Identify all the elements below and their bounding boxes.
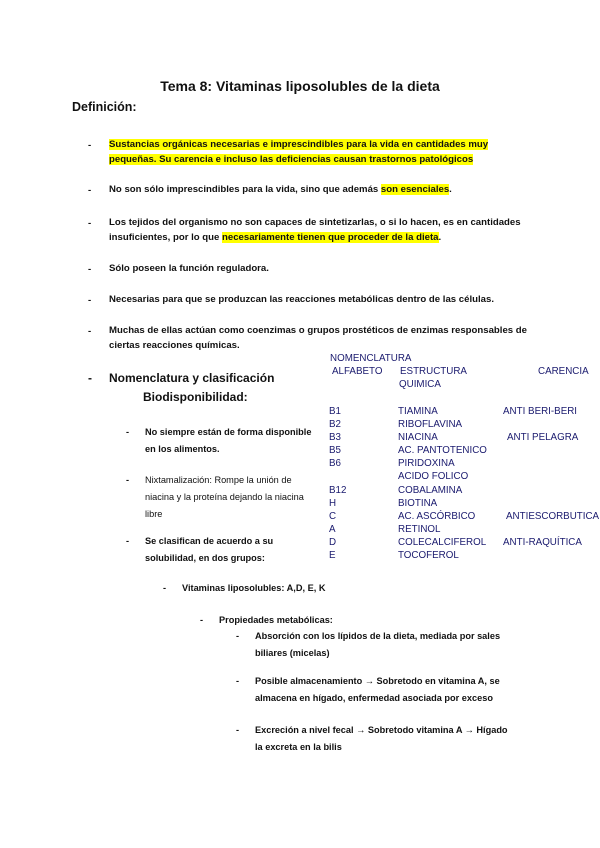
bullet-4: Sólo poseen la función reguladora. — [109, 263, 269, 274]
sub-dash: - — [126, 475, 130, 485]
table-cell-name: ACIDO FOLICO — [398, 471, 469, 482]
bullet-2-text: No son sólo imprescindibles para la vida, sino que además — [109, 184, 381, 195]
table-cell-letter: B5 — [329, 445, 341, 456]
bullet-3-line-1: Los tejidos del organismo no son capaces de sintetizarlas, o si lo hacen, es en cantidades — [109, 217, 521, 228]
definition-heading: Definición: — [72, 100, 137, 114]
bullet-dash: - — [88, 140, 92, 151]
table-cell-name: COBALAMINA — [398, 485, 463, 496]
bullet-dash: - — [88, 326, 92, 337]
table-header-carencia: CARENCIA — [538, 366, 589, 377]
bullet-1 — [109, 137, 488, 167]
table-cell-name: TIAMINA — [398, 406, 438, 417]
table-cell-name: AC. ASCÓRBICO — [398, 511, 476, 522]
propiedades-item: Propiedades metabólicas: — [219, 615, 333, 625]
table-cell-letter: B3 — [329, 432, 341, 443]
table-title: NOMENCLATURA — [330, 353, 412, 364]
bullet-2-end: . — [449, 184, 452, 195]
section-nomenclatura: Nomenclatura y clasificación — [109, 371, 275, 385]
table-cell-letter: H — [329, 498, 337, 509]
table-cell-carencia: ANTIESCORBUTICA — [506, 511, 600, 522]
table-cell-name: BIOTINA — [398, 498, 438, 509]
table-cell-letter: D — [329, 537, 337, 548]
prop-item-1 — [255, 628, 500, 662]
bullet-3-line-2: insuficientes, por lo que — [109, 232, 223, 243]
table-cell-letter: B12 — [329, 485, 347, 496]
table-cell-letter: E — [329, 550, 336, 561]
liposolubles-item: Vitaminas liposolubles: A,D, E, K — [182, 583, 326, 593]
page-title: Tema 8: Vitaminas liposolubles de la dieta — [160, 78, 440, 94]
table-header-estructura — [400, 365, 467, 391]
sub-item-2 — [145, 472, 304, 523]
sub-dash: - — [236, 631, 240, 641]
sub-dash: - — [126, 536, 130, 546]
sub-item-2-line-1: Nixtamalización: Rompe la unión de — [145, 475, 292, 485]
sub-item-1-line-1: No siempre están de forma disponible — [145, 427, 312, 437]
table-cell-carencia: ANTI-RAQUÍTICA — [503, 537, 582, 548]
sub-item-2-line-3: libre — [145, 509, 163, 519]
table-cell-letter: B1 — [329, 406, 341, 417]
table-cell-name: RETINOL — [398, 524, 441, 535]
prop-item-3-line-2: la excreta en la bilis — [255, 742, 342, 752]
bullet-dash: - — [88, 295, 92, 306]
sub-dash: - — [236, 676, 240, 686]
table-cell-name: RIBOFLAVINA — [398, 419, 463, 430]
table-cell-letter: A — [329, 524, 336, 535]
sub-item-3-line-2: solubilidad, en dos grupos: — [145, 553, 265, 563]
sub-dash: - — [163, 583, 167, 593]
sub-item-2-line-2: niacina y la proteína dejando la niacina — [145, 492, 304, 502]
table-header-alfabeto: ALFABETO — [332, 366, 383, 377]
bullet-5: Necesarias para que se produzcan las reacciones metabólicas dentro de las células. — [109, 294, 494, 305]
bullet-dash: - — [88, 185, 92, 196]
table-cell-name: NIACINA — [398, 432, 438, 443]
sub-dash: - — [126, 427, 130, 437]
prop-item-1-line-1: Absorción con los lípidos de la dieta, mediada por sales — [255, 631, 501, 641]
table-cell-name: AC. PANTOTENICO — [398, 445, 487, 456]
table-cell-letter: B6 — [329, 458, 341, 469]
table-header-estructura-line-1: ESTRUCTURA — [400, 366, 467, 377]
prop-item-1-line-2: biliares (micelas) — [255, 648, 330, 658]
table-cell-letter: B2 — [329, 419, 341, 430]
bullet-1-line-1: Sustancias orgánicas necesarias e imprescindibles para la vida en cantidades muy — [109, 139, 489, 150]
prop-item-2-line-2: almacena en hígado, enfermedad asociada por exceso — [255, 693, 493, 703]
table-cell-name: TOCOFEROL — [398, 550, 459, 561]
bullet-6-line-1: Muchas de ellas actúan como coenzimas o grupos prostéticos de enzimas responsables de — [109, 325, 527, 336]
prop-item-3 — [255, 722, 508, 756]
bullet-3 — [109, 215, 521, 245]
bullet-2 — [109, 182, 452, 197]
prop-item-2 — [255, 673, 500, 707]
sub-item-1-line-2: en los alimentos. — [145, 444, 220, 454]
section-dash: - — [88, 371, 92, 385]
sub-item-1 — [145, 424, 311, 458]
bullet-6-line-2: ciertas reacciones químicas. — [109, 340, 240, 351]
sub-dash: - — [236, 725, 240, 735]
table-cell-name: PIRIDOXINA — [398, 458, 455, 469]
table-cell-name: COLECALCIFEROL — [398, 537, 487, 548]
prop-item-2-line-1: Posible almacenamiento → Sobretodo en vitamina A, se — [255, 676, 500, 686]
bullet-1-line-2: pequeñas. Su carencia e incluso las deficiencias causan trastornos patológicos — [109, 154, 474, 165]
table-header-estructura-line-2: QUIMICA — [399, 379, 441, 390]
bullet-3-highlight: necesariamente tienen que proceder de la dieta — [222, 232, 439, 243]
sub-item-3-line-1: Se clasifican de acuerdo a su — [145, 536, 274, 546]
table-cell-carencia: ANTI PELAGRA — [507, 432, 579, 443]
section-biodisponibilidad: Biodisponibilidad: — [143, 390, 248, 404]
sub-item-3 — [145, 533, 273, 567]
prop-item-3-line-1: Excreción a nivel fecal → Sobretodo vitamina A → Hígado — [255, 725, 508, 735]
bullet-2-highlight: son esenciales — [380, 184, 450, 195]
sub-dash: - — [200, 615, 204, 625]
bullet-6 — [109, 323, 527, 353]
bullet-3-end: . — [438, 232, 442, 243]
table-cell-letter: C — [329, 511, 337, 522]
bullet-dash: - — [88, 264, 92, 275]
bullet-dash: - — [88, 218, 92, 229]
table-cell-carencia: ANTI BERI-BERI — [503, 406, 578, 417]
